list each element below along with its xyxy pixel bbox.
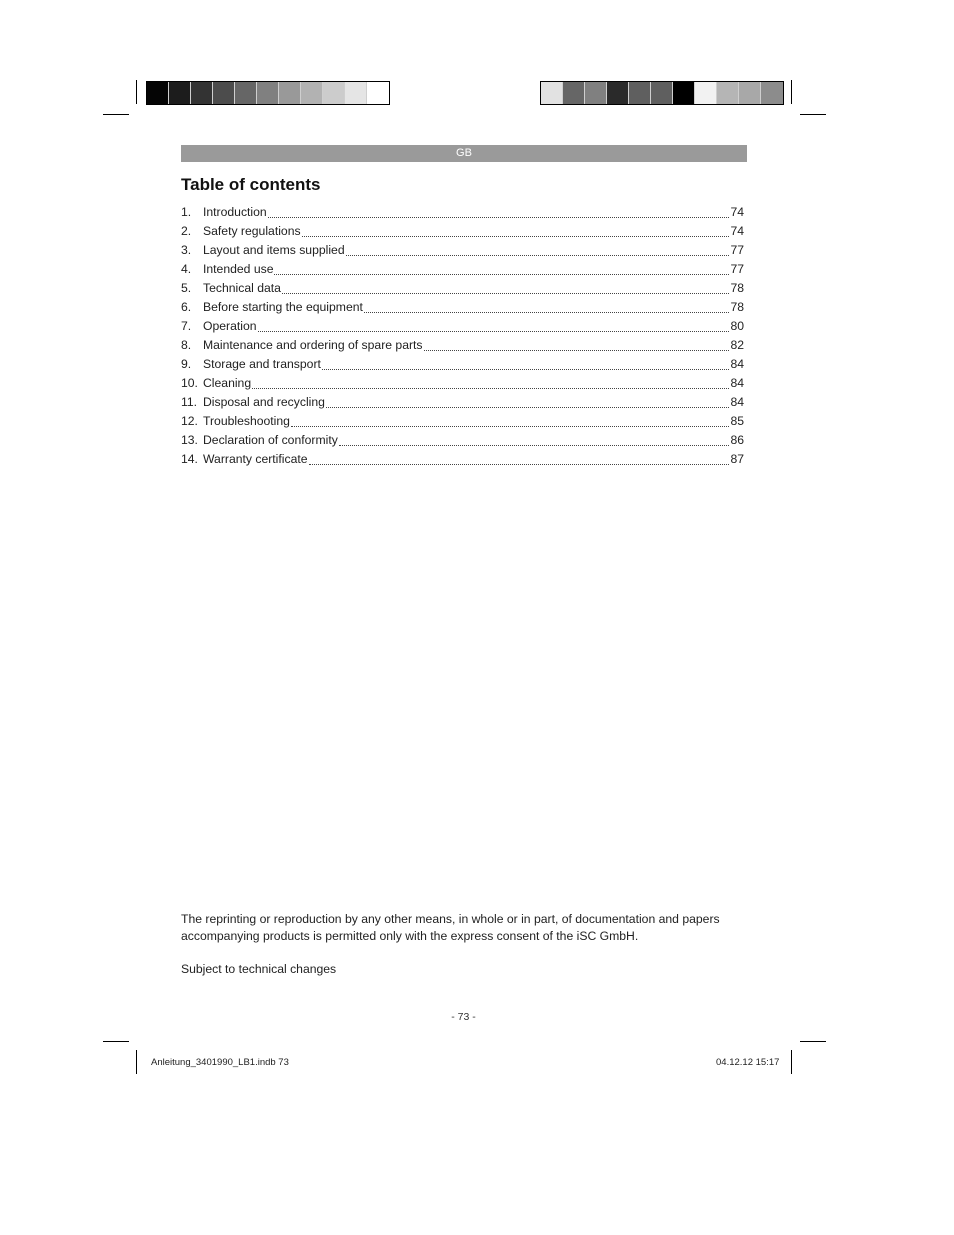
toc-entry-label: Troubleshooting: [203, 414, 290, 428]
toc-entry: [181, 260, 744, 279]
toc-entry-page: 74: [730, 205, 744, 219]
toc-entry-page: 85: [730, 414, 744, 428]
print-slug-file: Anleitung_3401990_LB1.indb 73: [151, 1057, 289, 1068]
color-swatch: [629, 82, 651, 104]
color-swatch: [607, 82, 629, 104]
toc-entry-number: 2.: [181, 224, 192, 238]
color-swatch: [367, 82, 389, 104]
toc-entry: [181, 317, 744, 336]
toc-entry-number: 9.: [181, 357, 192, 371]
toc-entry-label: Warranty certificate: [203, 452, 308, 466]
toc-entry-number: 14.: [181, 452, 198, 466]
toc-entry-page: 84: [730, 357, 744, 371]
crop-mark: [103, 1041, 129, 1042]
color-swatch: [695, 82, 717, 104]
toc-entry-label: Cleaning: [203, 376, 252, 390]
toc-dot-leader: [252, 388, 729, 389]
color-swatch: [301, 82, 323, 104]
color-swatch: [323, 82, 345, 104]
color-swatch: [673, 82, 695, 104]
toc-dot-leader: [424, 350, 730, 351]
color-calibration-bar-right: [540, 81, 784, 105]
toc-dot-leader: [364, 312, 730, 313]
toc-dot-leader: [322, 369, 730, 370]
toc-entry-number: 11.: [181, 395, 198, 409]
color-swatch: [235, 82, 257, 104]
toc-entry: [181, 298, 744, 317]
toc-entry-label: Disposal and recycling: [203, 395, 325, 409]
toc-entry-number: 1.: [181, 205, 192, 219]
color-swatch: [169, 82, 191, 104]
toc-entry-number: 12.: [181, 414, 198, 428]
toc-dot-leader: [309, 464, 730, 465]
crop-mark: [791, 80, 792, 104]
toc-entry-number: 7.: [181, 319, 192, 333]
toc-entry-label: Maintenance and ordering of spare parts: [203, 338, 423, 352]
toc-entry-number: 3.: [181, 243, 192, 257]
crop-mark: [103, 114, 129, 115]
technical-changes-note: Subject to technical changes: [181, 962, 337, 976]
toc-entry-number: 6.: [181, 300, 192, 314]
language-band: [181, 145, 747, 162]
toc-entry-page: 77: [730, 262, 744, 276]
color-swatch: [717, 82, 739, 104]
toc-entry-page: 84: [730, 376, 744, 390]
toc-entry-number: 4.: [181, 262, 192, 276]
copyright-notice: The reprinting or reproduction by any other means, in whole or in part, of documentation and papers accompanying products is permitted only with the express consent of the iSC GmbH.: [181, 912, 720, 943]
toc-entry: [181, 355, 744, 374]
toc-entry: [181, 222, 744, 241]
toc-entry-label: Intended use: [203, 262, 274, 276]
toc-entry-page: 78: [730, 300, 744, 314]
toc-dot-leader: [291, 426, 729, 427]
crop-mark: [791, 1050, 792, 1074]
color-calibration-bar-left: [146, 81, 390, 105]
toc-entry-page: 84: [730, 395, 744, 409]
toc-entry-label: Storage and transport: [203, 357, 321, 371]
toc-dot-leader: [274, 274, 729, 275]
page-number: - 73 -: [451, 1011, 476, 1023]
toc-entry: [181, 241, 744, 260]
language-code: GB: [456, 147, 472, 159]
toc-entry-label: Introduction: [203, 205, 267, 219]
toc-entry: [181, 431, 744, 450]
color-swatch: [651, 82, 673, 104]
toc-entry: [181, 336, 744, 355]
toc-entry-page: 74: [730, 224, 744, 238]
toc-entry: [181, 279, 744, 298]
crop-mark: [136, 80, 137, 104]
color-swatch: [147, 82, 169, 104]
toc-entry-page: 87: [730, 452, 744, 466]
toc-dot-leader: [302, 236, 730, 237]
toc-entry: [181, 412, 744, 431]
toc-entry-page: 78: [730, 281, 744, 295]
color-swatch: [563, 82, 585, 104]
toc-dot-leader: [339, 445, 730, 446]
toc-entry-page: 82: [730, 338, 744, 352]
toc-entry-number: 8.: [181, 338, 192, 352]
color-swatch: [191, 82, 213, 104]
toc-dot-leader: [282, 293, 730, 294]
toc-entry-page: 80: [730, 319, 744, 333]
toc-dot-leader: [346, 255, 730, 256]
color-swatch: [585, 82, 607, 104]
color-swatch: [541, 82, 563, 104]
crop-mark: [800, 114, 826, 115]
toc-entry-page: 77: [730, 243, 744, 257]
toc-dot-leader: [326, 407, 730, 408]
toc-entry-number: 13.: [181, 433, 198, 447]
toc-dot-leader: [258, 331, 730, 332]
color-swatch: [761, 82, 783, 104]
toc-dot-leader: [268, 217, 730, 218]
crop-mark: [800, 1041, 826, 1042]
color-swatch: [257, 82, 279, 104]
toc-title: Table of contents: [181, 175, 321, 194]
toc-entry: [181, 203, 744, 222]
toc-list: [181, 203, 744, 469]
toc-entry-number: 10.: [181, 376, 198, 390]
toc-entry-label: Safety regulations: [203, 224, 301, 238]
toc-entry-number: 5.: [181, 281, 192, 295]
color-swatch: [213, 82, 235, 104]
color-swatch: [345, 82, 367, 104]
crop-mark: [136, 1050, 137, 1074]
toc-entry-page: 86: [730, 433, 744, 447]
toc-entry: [181, 450, 744, 469]
color-swatch: [739, 82, 761, 104]
toc-entry-label: Layout and items supplied: [203, 243, 345, 257]
print-slug-date: 04.12.12 15:17: [716, 1057, 780, 1068]
toc-entry-label: Before starting the equipment: [203, 300, 363, 314]
toc-entry-label: Operation: [203, 319, 257, 333]
toc-entry-label: Declaration of conformity: [203, 433, 338, 447]
color-swatch: [279, 82, 301, 104]
toc-entry: [181, 374, 744, 393]
toc-entry: [181, 393, 744, 412]
toc-entry-label: Technical data: [203, 281, 281, 295]
